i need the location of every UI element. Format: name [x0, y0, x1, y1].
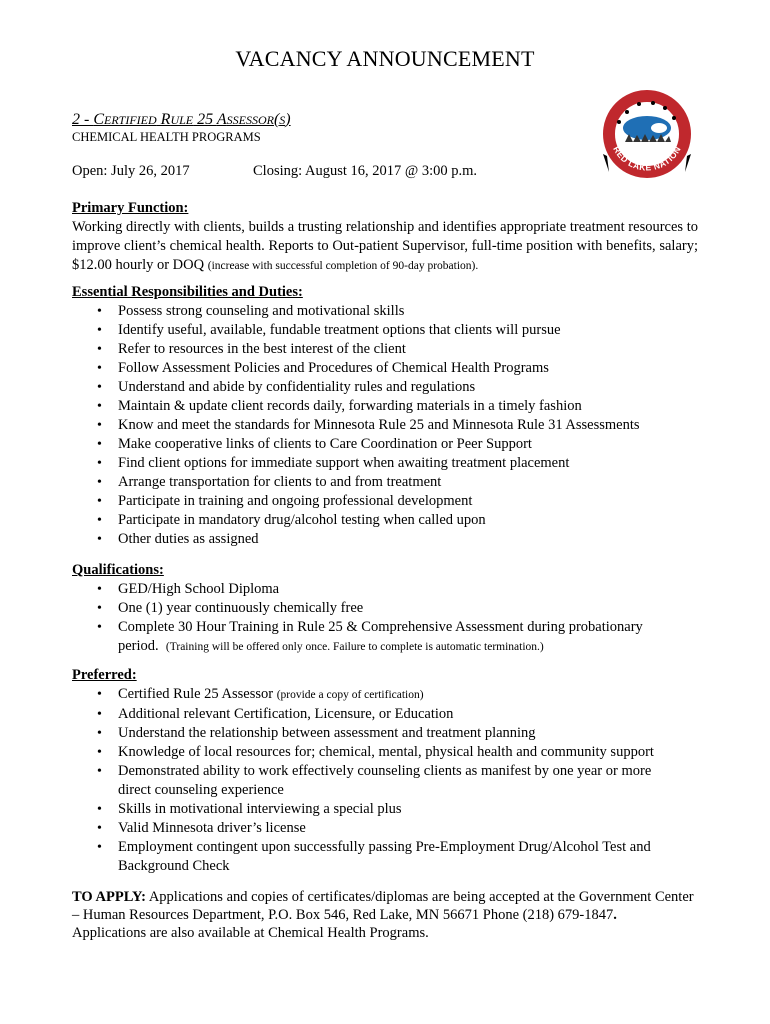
- preferred-note: (provide a copy of certification): [276, 689, 424, 701]
- position-s-close: ): [285, 111, 291, 128]
- position-a-rest: SSESSOR: [226, 113, 274, 127]
- position-prefix: 2 -: [72, 111, 94, 128]
- responsibility-text: Find client options for immediate support when awaiting treatment placement: [118, 455, 570, 471]
- list-item: [72, 473, 698, 492]
- preferred-text: Knowledge of local resources for; chemical, mental, physical health and community support: [118, 744, 654, 760]
- list-item: [72, 416, 698, 435]
- list-item: [72, 359, 698, 378]
- bullet-icon: •: [97, 620, 102, 635]
- bullet-icon: •: [97, 687, 102, 702]
- list-item: [72, 618, 698, 657]
- apply-body: Applications and copies of certificates/diplomas are being accepted at the Government Center – Human Resources Department, P.O. Box 546, Red Lake, MN 56671 Phone (218) 679-1847: [72, 889, 694, 923]
- list-item: [72, 435, 698, 454]
- qualification-text: GED/High School Diploma: [118, 581, 280, 597]
- apply-period: .: [613, 907, 617, 923]
- preferred-section: [72, 666, 698, 876]
- bullet-icon: •: [97, 399, 102, 414]
- list-item: [72, 800, 698, 819]
- position-num: 25: [193, 111, 217, 128]
- bullet-icon: •: [97, 380, 102, 395]
- list-item: [72, 705, 698, 724]
- primary-function-section: [72, 199, 698, 276]
- list-item: [72, 340, 698, 359]
- list-item: [72, 321, 698, 340]
- apply-text: [72, 888, 698, 924]
- list-item: [72, 378, 698, 397]
- responsibility-text: Possess strong counseling and motivational skills: [118, 303, 405, 319]
- position-s: S: [279, 113, 286, 127]
- list-item: [72, 599, 698, 618]
- list-item: [72, 511, 698, 530]
- bullet-icon: •: [97, 323, 102, 338]
- primary-function-text: [72, 218, 698, 276]
- preferred-text: Employment contingent upon successfully passing Pre-Employment Drug/Alcohol Test and: [118, 839, 651, 855]
- bullet-icon: •: [97, 342, 102, 357]
- department: CHEMICAL HEALTH PROGRAMS: [72, 130, 261, 144]
- primary-function-body: Working directly with clients, builds a trusting relationship and identifies appropriate treatment resources to improve client’s chemical health. Reports to Out-patient Supervisor, full-time position with benefits, salary; $12.00 hourly or DOQ: [72, 219, 698, 273]
- list-item: [72, 530, 698, 549]
- preferred-heading: Preferred:: [72, 667, 137, 683]
- apply-text-2: Applications are also available at Chemical Health Programs.: [72, 925, 429, 941]
- bullet-icon: •: [97, 840, 102, 855]
- list-item: [72, 838, 698, 876]
- bullet-icon: •: [97, 513, 102, 528]
- position-r-rest: ULE: [170, 113, 194, 127]
- bullet-icon: •: [97, 802, 102, 817]
- bullet-icon: •: [97, 601, 102, 616]
- apply-section: [72, 888, 698, 942]
- qualification-note: (Training will be offered only once. Failure to complete is automatic termination.): [165, 641, 544, 653]
- responsibilities-list: [72, 302, 698, 549]
- bullet-icon: •: [97, 532, 102, 547]
- primary-function-note: (increase with successful completion of 90-day probation).: [207, 260, 479, 272]
- list-item: [72, 454, 698, 473]
- logo-text: RED LAKE NATION: [611, 144, 683, 173]
- qualifications-heading: Qualifications:: [72, 562, 164, 578]
- bullet-icon: •: [97, 707, 102, 722]
- responsibility-text: Understand and abide by confidentiality rules and regulations: [118, 379, 476, 395]
- open-date: Open: July 26, 2017: [72, 163, 190, 179]
- responsibility-text: Follow Assessment Policies and Procedures of Chemical Health Programs: [118, 360, 549, 376]
- responsibility-text: Make cooperative links of clients to Care Coordination or Peer Support: [118, 436, 532, 452]
- list-item: [72, 492, 698, 511]
- responsibility-text: Participate in mandatory drug/alcohol testing when called upon: [118, 512, 486, 528]
- qualifications-list: [72, 580, 698, 657]
- page-title: VACANCY ANNOUNCEMENT: [235, 46, 535, 71]
- responsibility-text: Identify useful, available, fundable treatment options that clients will pursue: [118, 322, 561, 338]
- list-item: [72, 762, 698, 800]
- position-title: [72, 111, 291, 129]
- list-item: [72, 685, 698, 705]
- list-item: [72, 724, 698, 743]
- preferred-text: Understand the relationship between assessment and treatment planning: [118, 725, 536, 741]
- list-item: [72, 743, 698, 762]
- list-item: [72, 819, 698, 838]
- responsibility-text: Know and meet the standards for Minnesota Rule 25 and Minnesota Rule 31 Assessments: [118, 417, 640, 433]
- responsibilities-section: [72, 283, 698, 549]
- responsibility-text: Maintain & update client records daily, forwarding materials in a timely fashion: [118, 398, 582, 414]
- preferred-text: direct counseling experience: [118, 782, 284, 798]
- bullet-icon: •: [97, 475, 102, 490]
- preferred-list: [72, 685, 698, 876]
- bullet-icon: •: [97, 745, 102, 760]
- red-lake-nation-logo: [597, 90, 697, 182]
- preferred-text: Additional relevant Certification, Licensure, or Education: [118, 706, 454, 722]
- list-item: [72, 580, 698, 599]
- bullet-icon: •: [97, 418, 102, 433]
- responsibility-text: Refer to resources in the best interest of the client: [118, 341, 406, 357]
- bullet-icon: •: [97, 726, 102, 741]
- preferred-text: Skills in motivational interviewing a special plus: [118, 801, 402, 817]
- bullet-icon: •: [97, 361, 102, 376]
- position-c-rest: ERTIFIED: [104, 113, 157, 127]
- bullet-icon: •: [97, 821, 102, 836]
- bullet-icon: •: [97, 437, 102, 452]
- responsibilities-heading: Essential Responsibilities and Duties:: [72, 284, 303, 300]
- bullet-icon: •: [97, 304, 102, 319]
- preferred-text: Demonstrated ability to work effectively counseling clients as manifest by one year or more: [118, 763, 652, 779]
- bullet-icon: •: [97, 456, 102, 471]
- qualification-text: One (1) year continuously chemically free: [118, 600, 364, 616]
- preferred-text: Background Check: [118, 858, 230, 874]
- bullet-icon: •: [97, 582, 102, 597]
- qualification-text: Complete 30 Hour Training in Rule 25 & Comprehensive Assessment during probationary: [118, 619, 643, 635]
- position-r: R: [156, 111, 171, 128]
- position-a: A: [216, 111, 227, 128]
- closing-date: Closing: August 16, 2017 @ 3:00 p.m.: [253, 163, 478, 179]
- preferred-text: Valid Minnesota driver’s license: [118, 820, 306, 836]
- responsibility-text: Other duties as assigned: [118, 531, 259, 547]
- bullet-icon: •: [97, 764, 102, 779]
- qualification-text: period.: [118, 638, 159, 654]
- responsibility-text: Arrange transportation for clients to and from treatment: [118, 474, 442, 490]
- apply-label: TO APPLY:: [72, 889, 147, 905]
- list-item: [72, 302, 698, 321]
- position-s-open: (: [273, 111, 280, 128]
- bullet-icon: •: [97, 494, 102, 509]
- list-item: [72, 397, 698, 416]
- position-c: C: [93, 111, 104, 128]
- primary-function-heading: Primary Function:: [72, 200, 189, 216]
- qualifications-section: [72, 561, 698, 657]
- preferred-text: Certified Rule 25 Assessor: [118, 686, 274, 702]
- responsibility-text: Participate in training and ongoing professional development: [118, 493, 473, 509]
